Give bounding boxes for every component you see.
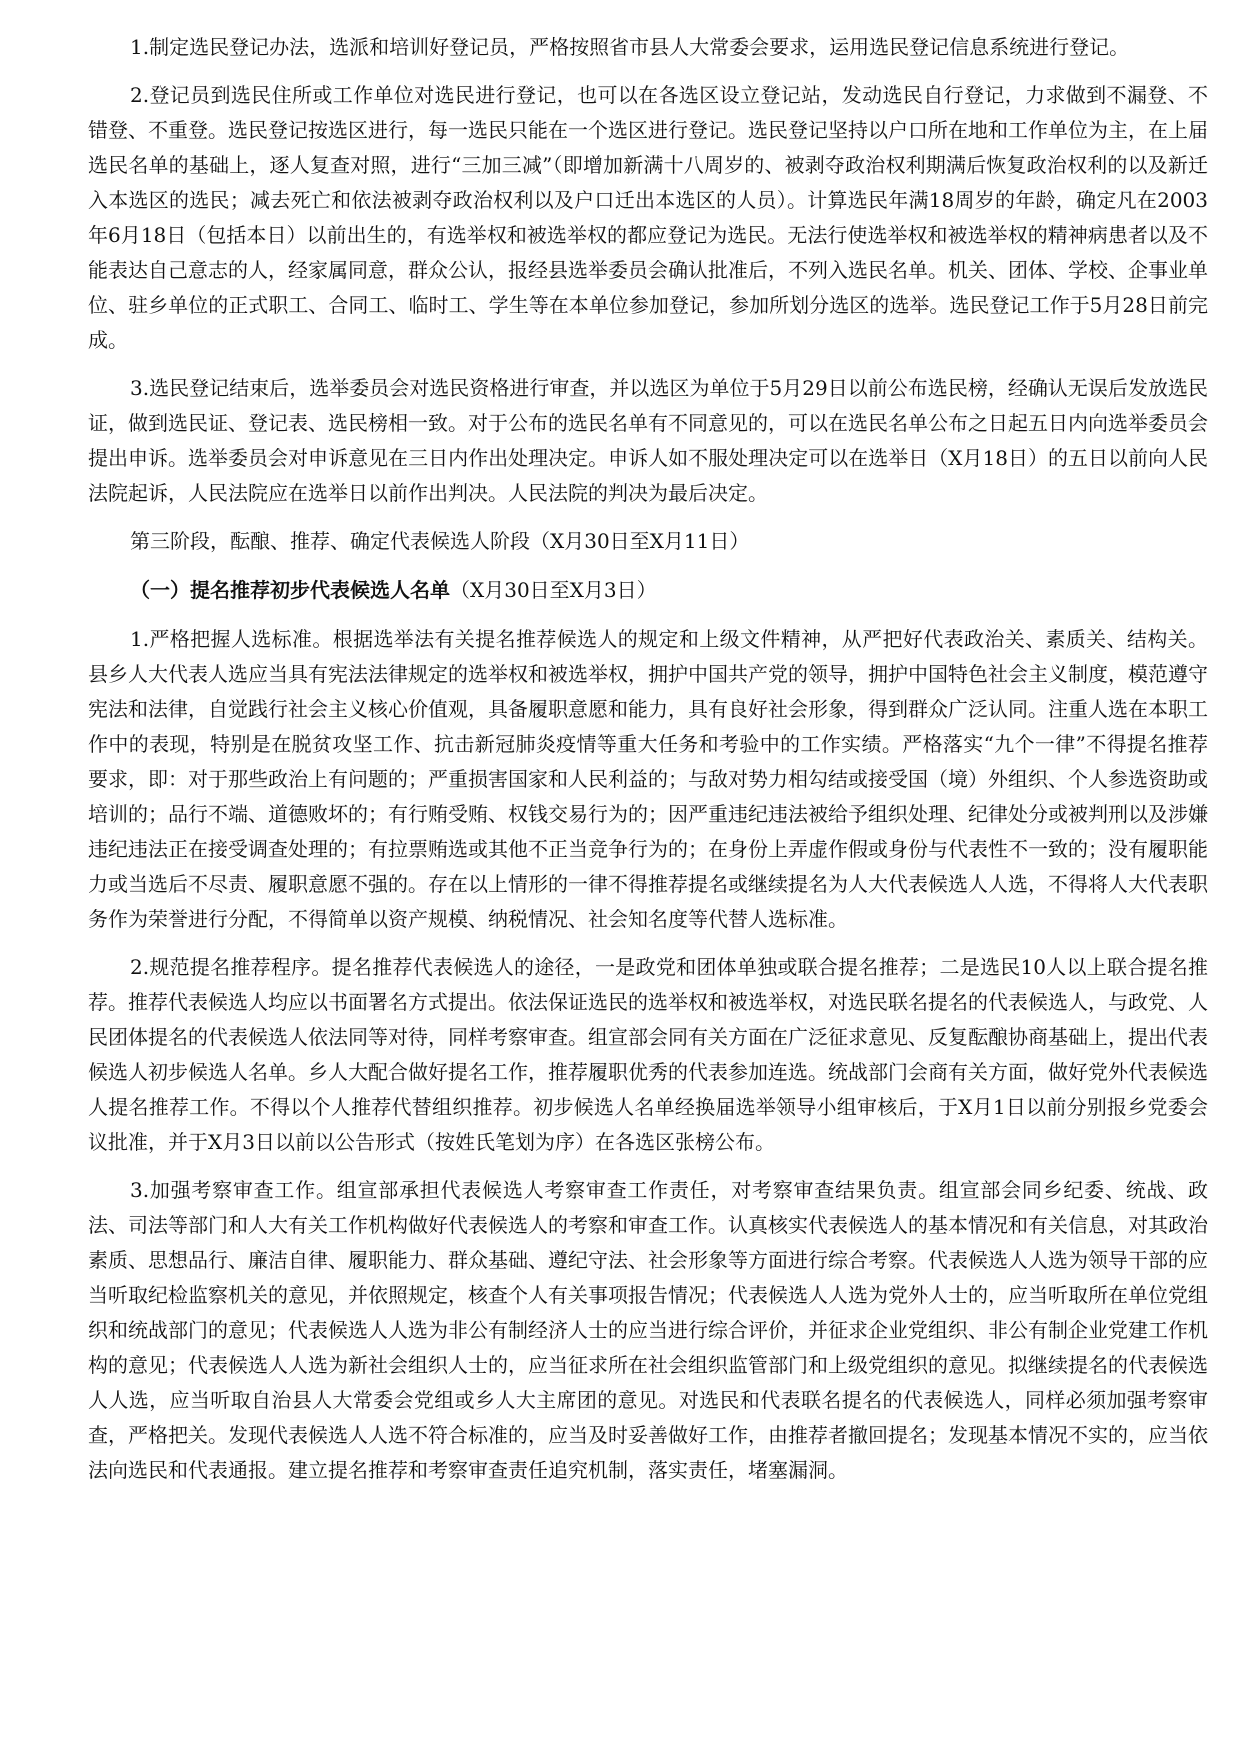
document-page [88,30,1208,1501]
paragraph-voter-registration-process: 2.登记员到选民住所或工作单位对选民进行登记，也可以在各选区设立登记站，发动选民自行登记，力求做到不漏登、不错登、不重登。选民登记按选区进行，每一选民只能在一个选区进行登记。选民登记坚持以户口所在地和工作单位为主，在上届选民名单的基础上，逐人复查对照，进行“三加三减”（即增加新满十八周岁的、被剥夺政治权利期满后恢复政治权利的以及新迁入本选区的选民；减去死亡和依法被剥夺政治权利以及户口迁出本选区的人员）。计算选民年满18周岁的年龄，确定凡在2003年6月18日（包括本日）以前出生的，有选举权和被选举权的都应登记为选民。无法行使选举权和被选举权的精神病患者以及不能表达自己意志的人，经家属同意，群众公认，报经县选举委员会确认批准后，不列入选民名单。机关、团体、学校、企事业单位、驻乡单位的正式职工、合同工、临时工、学生等在本单位参加登记，参加所划分选区的选举。选民登记工作于5月28日前完成。 [88,83,1208,352]
paragraph-nomination-procedure: 2.规范提名推荐程序。提名推荐代表候选人的途径，一是政党和团体单独或联合提名推荐；二是选民10人以上联合提名推荐。推荐代表候选人均应以书面署名方式提出。依法保证选民的选举权和被选举权，对选民联名提名的代表候选人，与政党、人民团体提名的代表候选人依法同等对待，同样考察审查。组宣部会同有关方面在广泛征求意见、反复酝酿协商基础上，提出代表候选人初步候选人名单。乡人大配合做好提名工作，推荐履职优秀的代表参加连选。统战部门会商有关方面，做好党外代表候选人提名推荐工作。不得以个人推荐代替组织推荐。初步候选人名单经换届选举领导小组审核后，于X月1日以前分别报乡党委会议批准，并于X月3日以前以公告形式（按姓氏笔划为序）在各选区张榜公布。 [88,955,1208,1154]
section-one-title: （一）提名推荐初步代表候选人名单 [130,578,450,602]
paragraph-voter-qualification-review: 3.选民登记结束后，选举委员会对选民资格进行审查，并以选区为单位于5月29日以前公布选民榜，经确认无误后发放选民证，做到选民证、登记表、选民榜相一致。对于公布的选民名单有不同意见的，可以在选民名单公布之日起五日内向选举委员会提出申诉。选举委员会对申诉意见在三日内作出处理决定。申诉人如不服处理决定可以在选举日（X月18日）的五日以前向人民法院起诉，人民法院应在选举日以前作出判决。人民法院的判决为最后决定。 [88,376,1208,505]
paragraph-candidate-standards: 1.严格把握人选标准。根据选举法有关提名推荐候选人的规定和上级文件精神，从严把好代表政治关、素质关、结构关。县乡人大代表人选应当具有宪法法律规定的选举权和被选举权，拥护中国共产党的领导，拥护中国特色社会主义制度，模范遵守宪法和法律，自觉践行社会主义核心价值观，具备履职意愿和能力，具有良好社会形象，得到群众广泛认同。注重人选在本职工作中的表现，特别是在脱贫攻坚工作、抗击新冠肺炎疫情等重大任务和考验中的工作实绩。严格落实“九个一律”不得提名推荐要求，即：对于那些政治上有问题的；严重损害国家和人民利益的；与敌对势力相勾结或接受国（境）外组织、个人参选资助或培训的；品行不端、道德败坏的；有行贿受贿、权钱交易行为的；因严重违纪违法被给予组织处理、纪律处分或被判刑以及涉嫌违纪违法正在接受调查处理的；有拉票贿选或其他不正当竞争行为的；在身份上弄虚作假或身份与代表性不一致的；没有履职能力或当选后不尽责、履职意愿不强的。存在以上情形的一律不得推荐提名或继续提名为人大代表候选人人选，不得将人大代表职务作为荣誉进行分配，不得简单以资产规模、纳税情况、社会知名度等代替人选标准。 [88,627,1208,931]
stage-three-heading: 第三阶段，酝酿、推荐、确定代表候选人阶段（X月30日至X月11日） [130,529,750,553]
section-one-dates: （X月30日至X月3日） [450,578,657,602]
section-one-heading [88,573,1208,608]
paragraph-candidate-review: 3.加强考察审查工作。组宣部承担代表候选人考察审查工作责任，对考察审查结果负责。组宣部会同乡纪委、统战、政法、司法等部门和人大有关工作机构做好代表候选人的考察和审查工作。认真核实代表候选人的基本情况和有关信息，对其政治素质、思想品行、廉洁自律、履职能力、群众基础、遵纪守法、社会形象等方面进行综合考察。代表候选人人选为领导干部的应当听取纪检监察机关的意见，并依照规定，核查个人有关事项报告情况；代表候选人人选为党外人士的，应当听取所在单位党组织和统战部门的意见；代表候选人人选为非公有制经济人士的应当进行综合评价，并征求企业党组织、非公有制企业党建工作机构的意见；代表候选人人选为新社会组织人士的，应当征求所在社会组织监管部门和上级党组织的意见。拟继续提名的代表候选人人选，应当听取自治县人大常委会党组或乡人大主席团的意见。对选民和代表联名提名的代表候选人，同样必须加强考察审查，严格把关。发现代表候选人人选不符合标准的，应当及时妥善做好工作，由推荐者撤回提名；发现基本情况不实的，应当依法向选民和代表通报。建立提名推荐和考察审查责任追究机制，落实责任，堵塞漏洞。 [88,1178,1208,1482]
paragraph-voter-registration-method: 1.制定选民登记办法，选派和培训好登记员，严格按照省市县人大常委会要求，运用选民登记信息系统进行登记。 [130,35,1130,59]
